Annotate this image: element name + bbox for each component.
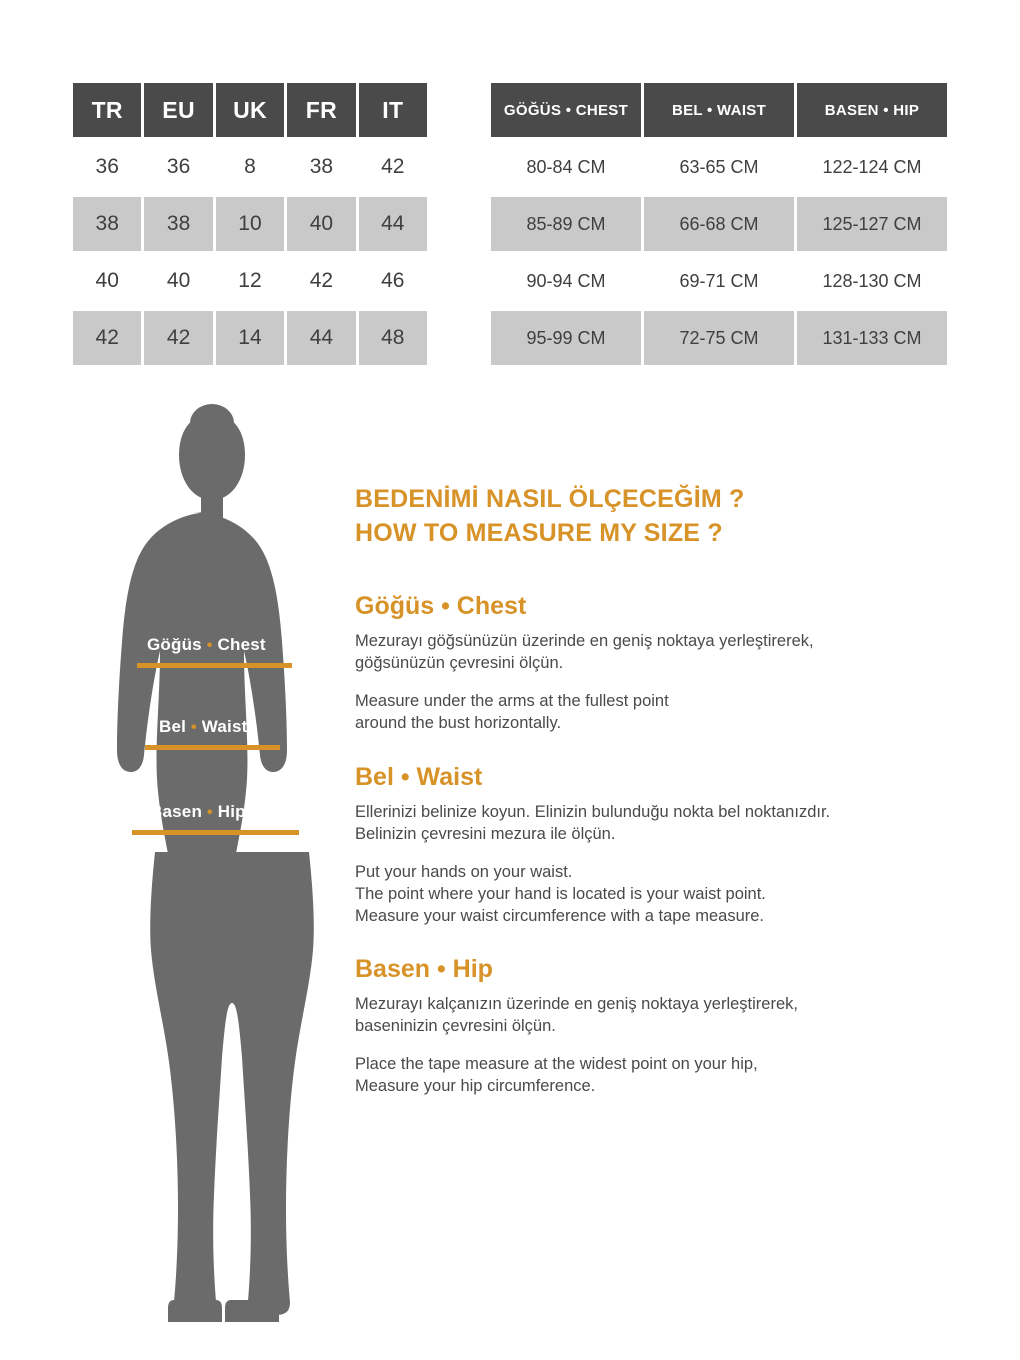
- waist-measure-band: [145, 745, 280, 750]
- separator-dot: •: [206, 637, 213, 654]
- section-title-chest: Göğüs • Chest: [355, 592, 527, 620]
- cell: 80-84 CM: [491, 140, 641, 194]
- cell: 66-68 CM: [644, 197, 794, 251]
- cell: 122-124 CM: [797, 140, 947, 194]
- text-line: göğsünüzün çevresini ölçün.: [355, 653, 564, 672]
- section-hip-tr: [355, 994, 975, 1038]
- section-chest: [355, 592, 975, 735]
- cell: 40: [144, 254, 212, 308]
- waist-label-tr: Bel: [159, 717, 187, 736]
- table-row: [73, 197, 427, 251]
- section-chest-en: [355, 691, 975, 735]
- page-title-en: HOW TO MEASURE MY SIZE ?: [355, 518, 723, 547]
- body-measurement-table: [488, 80, 950, 368]
- page-title-tr: BEDENİMİ NASIL ÖLÇECEĞİM ?: [355, 485, 745, 513]
- cell: 85-89 CM: [491, 197, 641, 251]
- section-hip: [355, 955, 975, 1098]
- cell: 44: [287, 311, 355, 365]
- chest-band-label: [147, 635, 266, 655]
- section-chest-tr: [355, 631, 975, 675]
- column-header-eu: EU: [144, 83, 212, 137]
- text-line: Mezurayı göğsünüzün üzerinde en geniş noktaya yerleştirerek,: [355, 632, 814, 650]
- section-title-waist: Bel • Waist: [355, 762, 483, 791]
- table-row: [73, 311, 427, 365]
- waist-label-en: Waist: [201, 717, 248, 736]
- cell: 38: [144, 197, 212, 251]
- text-line: baseninizin çevresini ölçün.: [355, 1017, 556, 1036]
- text-line: Measure under the arms at the fullest point: [355, 691, 669, 710]
- text-line: Place the tape measure at the widest point on your hip,: [355, 1055, 758, 1074]
- text-line: Put your hands on your waist.: [355, 862, 573, 881]
- column-header-fr: FR: [287, 83, 355, 137]
- section-waist-tr: [355, 802, 975, 846]
- cell: 72-75 CM: [644, 311, 794, 365]
- text-line: Belinizin çevresini mezura ile ölçün.: [355, 824, 616, 843]
- cell: 12: [216, 254, 284, 308]
- column-header-uk: UK: [216, 83, 284, 137]
- cell: 63-65 CM: [644, 140, 794, 194]
- column-header-chest: GÖĞÜS • CHEST: [491, 83, 641, 137]
- separator-dot: •: [191, 719, 197, 736]
- chest-label-en: Chest: [217, 635, 266, 654]
- instructions-panel: [355, 483, 975, 1114]
- cell: 42: [144, 311, 212, 365]
- cell: 36: [144, 140, 212, 194]
- section-waist-en: [355, 862, 975, 928]
- cell: 14: [216, 311, 284, 365]
- chest-label-tr: Göğüs: [147, 635, 202, 654]
- cell: 10: [216, 197, 284, 251]
- cell: 38: [287, 140, 355, 194]
- size-tables: [0, 80, 1020, 368]
- text-line: The point where your hand is located is your waist point.: [355, 884, 766, 903]
- cell: 38: [73, 197, 141, 251]
- waist-band-label: [159, 717, 247, 737]
- hip-measure-band: [132, 830, 299, 835]
- cell: 42: [359, 140, 427, 194]
- table-header-row: [73, 83, 427, 137]
- hip-label-en: Hip: [217, 802, 246, 821]
- text-line: Mezurayı kalçanızın üzerinde en geniş noktaya yerleştirerek,: [355, 995, 798, 1014]
- cell: 40: [73, 254, 141, 308]
- cell: 125-127 CM: [797, 197, 947, 251]
- cell: 90-94 CM: [491, 254, 641, 308]
- text-line: Measure your hip circumference.: [355, 1077, 596, 1096]
- cell: 8: [216, 140, 284, 194]
- cell: 95-99 CM: [491, 311, 641, 365]
- table-row: [73, 140, 427, 194]
- female-body-silhouette: [95, 400, 330, 1330]
- cell: 42: [73, 311, 141, 365]
- cell: 48: [359, 311, 427, 365]
- table-row: [491, 140, 947, 194]
- cell: 69-71 CM: [644, 254, 794, 308]
- table-row: [491, 254, 947, 308]
- size-conversion-table: [70, 80, 430, 368]
- separator-dot: •: [206, 804, 213, 821]
- column-header-waist: BEL • WAIST: [644, 83, 794, 137]
- text-line: around the bust horizontally.: [355, 713, 562, 732]
- page-title: [355, 483, 975, 550]
- cell: 44: [359, 197, 427, 251]
- cell: 40: [287, 197, 355, 251]
- cell: 46: [359, 254, 427, 308]
- table-header-row: [491, 83, 947, 137]
- cell: 42: [287, 254, 355, 308]
- section-hip-en: [355, 1054, 975, 1098]
- hip-band-label: [150, 802, 246, 822]
- cell: 128-130 CM: [797, 254, 947, 308]
- column-header-tr: TR: [73, 83, 141, 137]
- column-header-it: IT: [359, 83, 427, 137]
- text-line: Measure your waist circumference with a tape measure.: [355, 906, 765, 925]
- table-row: [491, 197, 947, 251]
- hip-label-tr: Basen: [150, 802, 203, 821]
- section-waist: [355, 763, 975, 928]
- cell: 131-133 CM: [797, 311, 947, 365]
- text-line: Ellerinizi belinize koyun. Elinizin bulunduğu nokta bel noktanızdır.: [355, 802, 831, 821]
- section-title-hip: Basen • Hip: [355, 955, 493, 984]
- column-header-hip: BASEN • HIP: [797, 83, 947, 137]
- cell: 36: [73, 140, 141, 194]
- table-row: [73, 254, 427, 308]
- table-row: [491, 311, 947, 365]
- chest-measure-band: [137, 663, 292, 668]
